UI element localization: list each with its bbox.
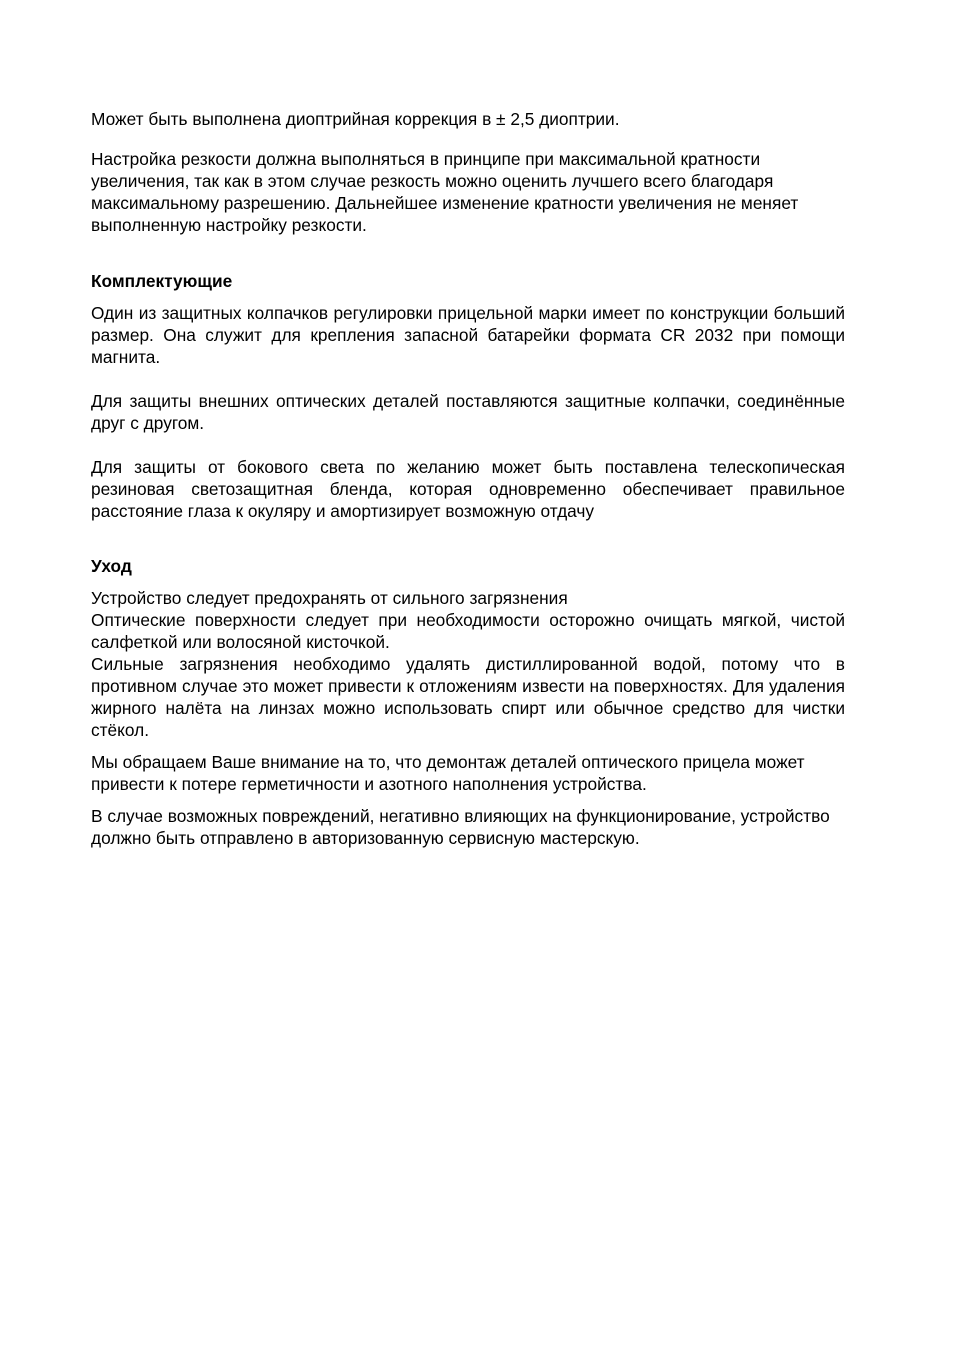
care-paragraph-2: Оптические поверхности следует при необходимости осторожно очищать мягкой, чистой салфеткой или волосяной кисточкой. bbox=[91, 610, 845, 652]
protection-caps-paragraph: Для защиты внешних оптических деталей поставляются защитные колпачки, соединённые друг с другом. bbox=[91, 391, 845, 433]
cap-paragraph: Один из защитных колпачков регулировки прицельной марки имеет по конструкции больший размер. Она служит для крепления запасной батарейки формата CR 2032 при помощи магнита. bbox=[91, 303, 845, 367]
lens-hood-paragraph: Для защиты от бокового света по желанию может быть поставлена телескопическая резиновая светозащитная бленда, которая одновременно обеспечивает правильное расстояние глаза к окуляру и амортизирует возможную отдачу bbox=[91, 457, 845, 521]
care-paragraph-1: Устройство следует предохранять от сильного загрязнения bbox=[91, 588, 568, 608]
diopter-paragraph: Может быть выполнена диоптрийная коррекция в ± 2,5 диоптрии. bbox=[91, 109, 620, 129]
document-body bbox=[91, 108, 845, 849]
focus-paragraph: Настройка резкости должна выполняться в принципе при максимальной кратности увеличения, так как в этом случае резкость можно оценить лучшего всего благодаря максимальному разрешению. Дальнейшее изменение кратности увеличения не меняет выполненную настройку резкости. bbox=[91, 149, 799, 235]
care-heading: Уход bbox=[91, 556, 132, 576]
damage-service-paragraph: В случае возможных повреждений, негативно влияющих на функционирование, устройство должно быть отправлено в авторизованную сервисную мастерскую. bbox=[91, 806, 830, 848]
accessories-heading: Комплектующие bbox=[91, 271, 233, 291]
dismount-warning-paragraph: Мы обращаем Ваше внимание на то, что демонтаж деталей оптического прицела может привести к потере герметичности и азотного наполнения устройства. bbox=[91, 752, 805, 794]
care-paragraph-3: Сильные загрязнения необходимо удалять дистиллированной водой, потому что в противном случае это может привести к отложениям извести на поверхностях. Для удаления жирного налёта на линзах можно использовать спирт или обычное средство для чистки стёкол. bbox=[91, 654, 845, 740]
